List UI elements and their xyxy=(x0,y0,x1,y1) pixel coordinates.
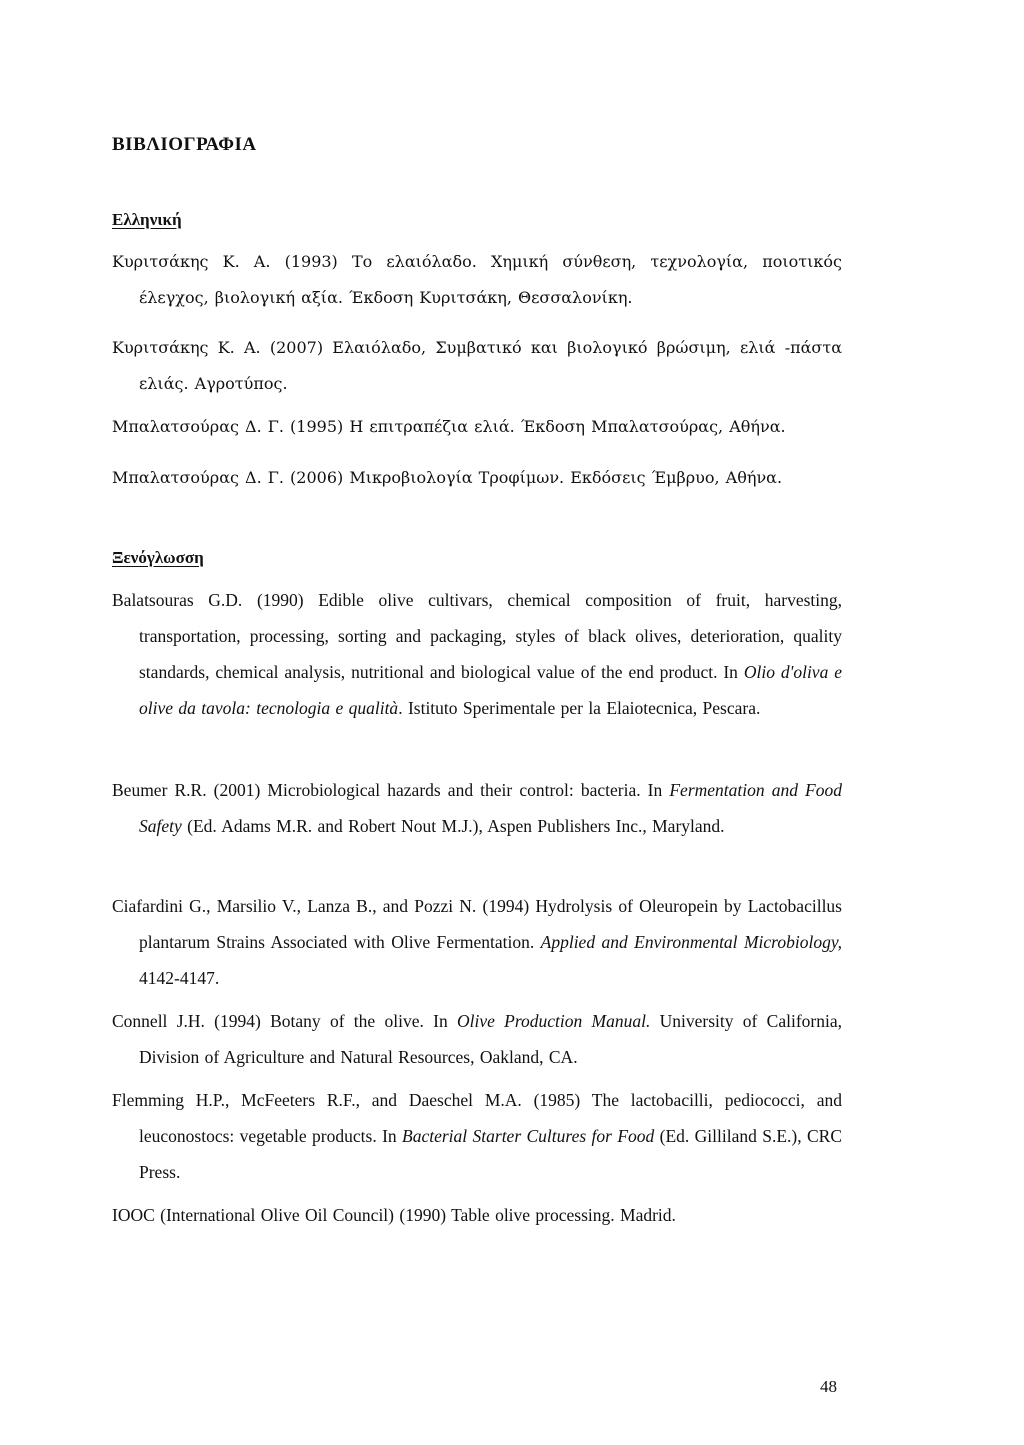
reference-entry xyxy=(112,582,842,726)
reference-title: Fermentation and Food Safety xyxy=(139,780,842,836)
reference-text: Connell J.H. (1994) Botany of the olive. In xyxy=(112,1011,457,1031)
bibliography-heading: ΒΙΒΛΙΟΓΡΑΦΙΑ xyxy=(112,134,257,155)
reference-text: (Ed. Adams M.R. and Robert Nout M.J.), Aspen Publishers Inc., Maryland. xyxy=(181,816,725,836)
reference-text: . Istituto Sperimentale per la Elaiotecnica, Pescara. xyxy=(398,698,761,718)
reference-text: (Ed. Gilliland S.E.), CRC Press. xyxy=(139,1126,843,1182)
reference-entry: Μπαλατσούρας Δ. Γ. (2006) Μικροβιολογία Τροφίμων. Εκδόσεις Έμβρυο, Αθήνα. xyxy=(112,468,783,487)
reference-text: University of California, Division of Agriculture and Natural Resources, Oakland, CA. xyxy=(139,1011,842,1067)
reference-text: Flemming H.P., McFeeters R.F., and Daeschel M.A. (1985) The lactobacilli, pediococci, and leuconostocs: vegetable products. In xyxy=(112,1090,842,1146)
reference-entry: Κυριτσάκης Κ. Α. (2007) Ελαιόλαδο, Συμβατικό και βιολογικό βρώσιμη, ελιά -πάστα ελιάς. Αγροτύπος. xyxy=(112,338,842,393)
reference-text: Ciafardini G., Marsilio V., Lanza B., and Pozzi N. (1994) Hydrolysis of Oleuropein by Lactobacillus plantarum Strains Associated with Olive Fermentation. xyxy=(112,896,842,952)
reference-entry xyxy=(112,1082,842,1190)
page-number: 48 xyxy=(820,1377,837,1396)
reference-text: IOOC (International Olive Oil Council) (1990) Table olive processing. Madrid. xyxy=(112,1205,676,1225)
reference-entry xyxy=(112,1003,842,1075)
reference-title: Olio d'oliva e olive da tavola: tecnologia e qualità xyxy=(139,662,842,718)
greek-section-title: Ελληνική xyxy=(112,210,182,229)
reference-title: Applied and Environmental Microbiology, xyxy=(540,932,842,952)
reference-entry xyxy=(112,1197,842,1233)
reference-text: Balatsouras G.D. (1990) Edible olive cultivars, chemical composition of fruit, harvesting, transportation, processing, sorting and packaging, styles of black olives, deterioration, quality standards, chemical analysis, nutritional and biological value of the end product. In xyxy=(112,590,842,682)
reference-text: 4142-4147. xyxy=(139,968,220,988)
reference-entry xyxy=(112,888,842,996)
reference-entry: Μπαλατσούρας Δ. Γ. (1995) Η επιτραπέζια ελιά. Έκδοση Μπαλατσούρας, Αθήνα. xyxy=(112,417,786,436)
reference-title: Olive Production Manual. xyxy=(456,1011,651,1031)
reference-text: Beumer R.R. (2001) Microbiological hazards and their control: bacteria. In xyxy=(112,780,670,800)
reference-entry xyxy=(112,772,842,844)
reference-entry: Κυριτσάκης Κ. Α. (1993) Το ελαιόλαδο. Χημική σύνθεση, τεχνολογία, ποιοτικός έλεγχος, βιολογική αξία. Έκδοση Κυριτσάκη, Θεσσαλονίκη. xyxy=(112,252,842,307)
reference-title: Bacterial Starter Cultures for Food xyxy=(402,1126,655,1146)
foreign-section-title: Ξενόγλωσση xyxy=(112,548,204,567)
